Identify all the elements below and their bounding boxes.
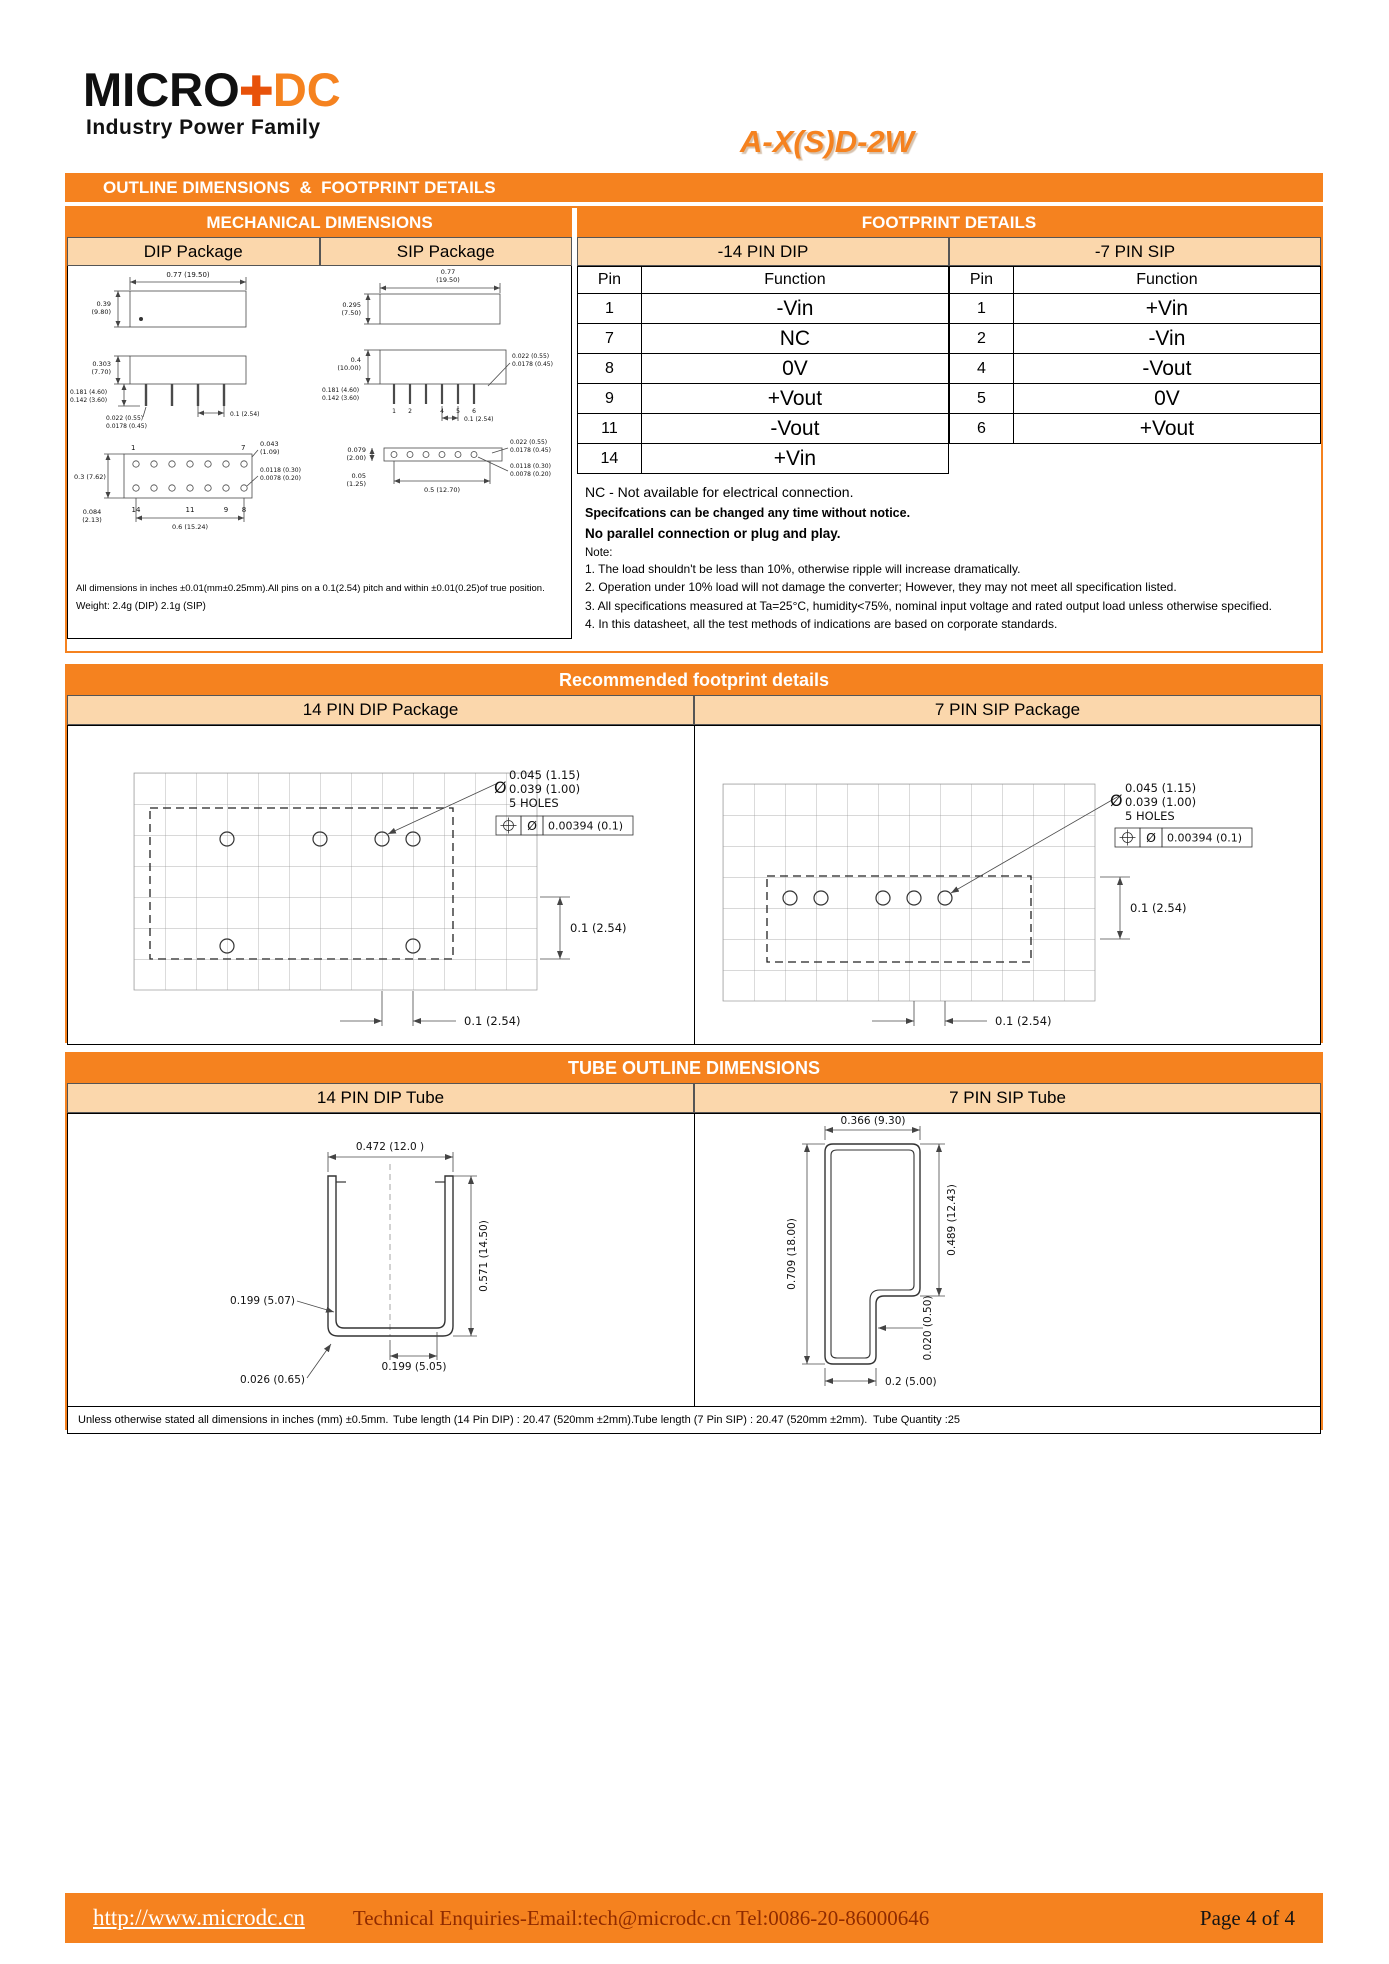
pin-cell: 7 xyxy=(578,324,642,354)
tube-bottom-width-dim xyxy=(825,1368,937,1388)
mechanical-dimensions-panel xyxy=(67,208,572,651)
tube-height-dim xyxy=(786,1144,825,1364)
sip-footprint-drawing xyxy=(695,726,1320,1039)
table-row xyxy=(578,324,949,354)
dim-label: 0.472 (12.0 ) xyxy=(355,1141,425,1153)
diameter-symbol: Ø xyxy=(494,778,507,797)
pin-cell: 1 xyxy=(950,294,1014,324)
brand-logo-micro: MICRO xyxy=(83,63,240,116)
table-row xyxy=(950,384,1321,414)
dim-label: 0.1 (2.54) xyxy=(995,1014,1052,1028)
dim-label: 0.045 (1.15) xyxy=(1125,781,1197,795)
mechanical-drawing-box xyxy=(67,266,572,639)
dim-label: 5 HOLES xyxy=(1125,809,1175,823)
dim-label: 0.0078 (0.20) xyxy=(510,471,551,478)
dim-label: 5 HOLES xyxy=(509,796,559,810)
function-cell: -Vout xyxy=(1013,354,1320,384)
dim-label: (19.50) xyxy=(436,276,460,284)
table-row xyxy=(578,414,949,444)
table-header-row xyxy=(950,267,1321,294)
diameter-symbol: Ø xyxy=(1146,830,1156,845)
spec-change-note: Specifcations can be changed any time without notice. xyxy=(585,506,911,520)
note-item: 2. Operation under 10% load will not damage the converter; However, they may not meet all specification listed. xyxy=(585,580,1177,595)
tube-length-dip-note: Tube length (14 Pin DIP) : 20.47 (520mm ±2mm). xyxy=(393,1414,635,1426)
pin-cell: 6 xyxy=(950,414,1014,444)
dim-label: 0.295 xyxy=(342,301,361,309)
sip-drawings xyxy=(322,268,553,494)
dim-label: 0.571 (14.50) xyxy=(478,1220,490,1292)
dim-label: 0.77 xyxy=(440,268,456,276)
dim-label: 0.022 (0.55) xyxy=(510,439,548,446)
tube-width-dim xyxy=(328,1141,453,1172)
pin-cell: 5 xyxy=(950,384,1014,414)
section1-banner: OUTLINE DIMENSIONS & FOOTPRINT DETAILS xyxy=(65,173,1323,202)
dim-label: 0.6 (15.24) xyxy=(171,523,209,531)
product-title: A-X(S)D-2W xyxy=(740,124,914,159)
tube-outline-banner: TUBE OUTLINE DIMENSIONS xyxy=(67,1054,1321,1083)
mechanical-dimensions-title: MECHANICAL DIMENSIONS xyxy=(67,208,572,237)
dip-tube-box xyxy=(68,1114,694,1406)
no-parallel-note: No parallel connection or plug and play. xyxy=(585,526,841,541)
sip-tube-box xyxy=(694,1114,1320,1406)
pin-cell: 1 xyxy=(578,294,642,324)
dim-label: 0.022 (0.55) xyxy=(106,415,144,422)
pin-number: 7 xyxy=(241,444,246,452)
dim-label: 0.142 (3.60) xyxy=(70,397,108,404)
table-row xyxy=(950,324,1321,354)
tube-height-dim xyxy=(453,1176,490,1336)
tolerance-value: 0.00394 (0.1) xyxy=(548,819,624,833)
brand-logo-dc: DC xyxy=(272,63,341,116)
dip-footprint-header: 14 PIN DIP Package xyxy=(67,695,694,725)
nc-note: NC - Not available for electrical connection. xyxy=(585,484,854,500)
diameter-symbol: Ø xyxy=(1110,791,1123,810)
pin-cell: 4 xyxy=(950,354,1014,384)
dip-pin-header: -14 PIN DIP xyxy=(577,237,949,266)
dim-label: 0.5 (12.70) xyxy=(423,486,461,494)
table-row xyxy=(578,444,949,474)
dip-top-view xyxy=(91,271,246,327)
dip-tube-header: 14 PIN DIP Tube xyxy=(67,1083,694,1113)
sip-tube-drawing xyxy=(695,1114,1320,1401)
logo-plus-icon: ✚ xyxy=(238,68,274,115)
table-header-row xyxy=(578,267,949,294)
dim-label: 0.3 (7.62) xyxy=(74,473,106,481)
tube-wall-thickness-dim xyxy=(878,1296,934,1361)
dim-label: 0.142 (3.60) xyxy=(322,395,360,402)
dim-label: 0.489 (12.43) xyxy=(946,1184,958,1256)
function-cell: 0V xyxy=(641,354,948,384)
pin-cell: 2 xyxy=(950,324,1014,354)
dim-label: 0.1 (2.54) xyxy=(464,416,494,423)
pin-cell: 9 xyxy=(578,384,642,414)
dim-label: 0.1 (2.54) xyxy=(570,921,627,935)
pin-cell: 8 xyxy=(578,354,642,384)
dim-label: 0.39 xyxy=(96,300,111,308)
note-item: 4. In this datasheet, all the test methods of indications are based on corporate standards. xyxy=(585,617,1058,632)
sip-pin-table xyxy=(949,266,1321,444)
function-cell: +Vout xyxy=(1013,414,1320,444)
tube-footnotes xyxy=(67,1407,1321,1434)
dim-label: (7.70) xyxy=(91,368,111,376)
pin-number: 2 xyxy=(408,408,412,415)
sip-footprint-box xyxy=(694,726,1320,1044)
dim-label: 0.0178 (0.45) xyxy=(106,423,147,430)
footprint-notes xyxy=(577,474,1321,635)
function-cell: 0V xyxy=(1013,384,1320,414)
table-row xyxy=(578,294,949,324)
dim-label: 0.303 xyxy=(92,360,111,368)
dim-label: 0.022 (0.55) xyxy=(512,353,550,360)
dim-label: (9.80) xyxy=(91,308,111,316)
dim-label: 0.043 xyxy=(260,440,279,448)
pin-col-header: Pin xyxy=(578,267,642,294)
dim-label: 0.039 (1.00) xyxy=(1125,795,1197,809)
dim-label: 0.366 (9.30) xyxy=(840,1115,906,1127)
footer-contact: Technical Enquiries-Email:tech@microdc.cn Tel:0086-20-86000646 xyxy=(352,1905,930,1930)
dim-label: 0.4 xyxy=(350,356,361,364)
tube-upper-height-dim xyxy=(920,1144,958,1296)
pin1-dot xyxy=(139,317,143,321)
dim-label: 0.0178 (0.45) xyxy=(510,447,551,454)
table-row xyxy=(578,354,949,384)
tube-outline-section xyxy=(65,1052,1323,1430)
weight-note: Weight: 2.4g (DIP) 2.1g (SIP) xyxy=(76,601,206,612)
pin-cell: 14 xyxy=(578,444,642,474)
table-row xyxy=(950,294,1321,324)
dim-label: (2.13) xyxy=(82,516,102,524)
dim-label: 0.0118 (0.30) xyxy=(260,467,301,474)
sip-tube-header: 7 PIN SIP Tube xyxy=(694,1083,1321,1113)
recommended-footprint-banner: Recommended footprint details xyxy=(67,666,1321,695)
dip-front-view xyxy=(70,356,260,430)
vertical-pitch-dim xyxy=(540,897,627,959)
sip-footprint-header: 7 PIN SIP Package xyxy=(694,695,1321,725)
hole-size-callout xyxy=(1110,781,1196,823)
note-item: 3. All specifications measured at Ta=25°C, humidity<75%, nominal input voltage and rated output load unless otherwise specified. xyxy=(585,598,1272,613)
dim-label: 0.079 xyxy=(347,446,366,454)
tube-length-sip-note: Tube length (7 Pin SIP) : 20.47 (520mm ±2mm). xyxy=(633,1414,868,1426)
mechanical-drawings xyxy=(68,266,571,566)
pin-number: 4 xyxy=(440,408,444,415)
tube-wall-thickness-dim xyxy=(240,1344,331,1386)
dim-label: (1.25) xyxy=(346,480,366,488)
dip-tube-drawing xyxy=(68,1114,693,1401)
tube-dim-note: Unless otherwise stated all dimensions in inches (mm) ±0.5mm. xyxy=(78,1414,389,1426)
pin-number: 5 xyxy=(456,408,460,415)
brand-tagline: Industry Power Family xyxy=(86,116,321,139)
dim-label: 0.709 (18.00) xyxy=(786,1218,798,1290)
dim-label: 0.0118 (0.30) xyxy=(510,463,551,470)
dim-label: 0.0078 (0.20) xyxy=(260,475,301,482)
dip-footprint-box xyxy=(68,726,694,1044)
tube-profile xyxy=(328,1176,453,1336)
function-col-header: Function xyxy=(1013,267,1320,294)
pin-col-header: Pin xyxy=(950,267,1014,294)
vertical-pitch-dim xyxy=(1100,877,1187,939)
brand-logo xyxy=(83,62,341,117)
tube-profile-outer xyxy=(825,1144,920,1364)
dim-label: 0.1 (2.54) xyxy=(1130,901,1187,915)
dim-label: 0.199 (5.05) xyxy=(381,1361,447,1373)
table-row xyxy=(950,354,1321,384)
tube-inner-bottom-dim xyxy=(382,1332,447,1373)
horizontal-pitch-dim xyxy=(340,991,521,1028)
dim-label: 0.77 (19.50) xyxy=(166,271,210,279)
mechanical-notes xyxy=(76,583,565,612)
pin-number: 11 xyxy=(185,506,195,514)
footprint-details-panel xyxy=(577,208,1321,651)
table-row xyxy=(578,384,949,414)
pin-function-tables xyxy=(577,266,1321,474)
dim-label: 0.084 xyxy=(82,508,102,516)
dim-label: 0.199 (5.07) xyxy=(230,1295,295,1307)
sip-package-header: SIP Package xyxy=(320,237,573,266)
website-link[interactable]: http://www.microdc.cn xyxy=(93,1905,305,1930)
dip-pin-table xyxy=(577,266,949,474)
dip-footprint-drawing xyxy=(68,726,693,1039)
pin-number: 9 xyxy=(223,506,229,514)
tube-inner-side-dim xyxy=(230,1295,334,1312)
tube-width-dim xyxy=(825,1115,920,1140)
dim-label: 0.045 (1.15) xyxy=(509,768,581,782)
function-cell: -Vin xyxy=(641,294,948,324)
note-label: Note: xyxy=(585,547,613,559)
pin-number: 6 xyxy=(472,408,476,415)
function-cell: +Vout xyxy=(641,384,948,414)
dim-label: 0.05 xyxy=(351,472,366,480)
function-cell: +Vin xyxy=(641,444,948,474)
dim-label: 0.181 (4.60) xyxy=(70,389,108,396)
dim-label: (10.00) xyxy=(337,364,361,372)
pin-number: 8 xyxy=(241,506,247,514)
horizontal-pitch-dim xyxy=(872,1001,1052,1028)
footprint-details-title: FOOTPRINT DETAILS xyxy=(577,208,1321,237)
outline-footprint-block xyxy=(65,206,1323,653)
dim-label: (1.09) xyxy=(260,448,280,456)
recommended-footprint-section xyxy=(65,664,1323,1043)
note-item: 1. The load shouldn't be less than 10%, otherwise ripple will increase dramatically. xyxy=(585,562,1021,576)
table-row xyxy=(950,414,1321,444)
page-footer xyxy=(65,1893,1323,1943)
position-tolerance-frame xyxy=(1115,828,1252,847)
function-cell: -Vout xyxy=(641,414,948,444)
dim-label: (7.50) xyxy=(341,309,361,317)
diameter-symbol: Ø xyxy=(527,818,537,833)
tube-profile-inner xyxy=(831,1150,914,1358)
dim-label: 0.2 (5.00) xyxy=(885,1376,937,1388)
footer-page-number: Page 4 of 4 xyxy=(1199,1905,1295,1930)
tolerance-value: 0.00394 (0.1) xyxy=(1167,831,1243,845)
pin-number: 1 xyxy=(392,408,396,415)
dim-label: 0.181 (4.60) xyxy=(322,387,360,394)
dim-label: (2.00) xyxy=(346,454,366,462)
dip-bottom-view xyxy=(74,440,301,531)
pin-cell: 11 xyxy=(578,414,642,444)
pin-number: 1 xyxy=(131,444,136,452)
dimension-tolerance-note: All dimensions in inches ±0.01(mm±0.25mm).All pins on a 0.1(2.54) pitch and within ±0.01(0.25)of true position. xyxy=(76,583,545,594)
function-col-header: Function xyxy=(641,267,948,294)
dim-label: 0.1 (2.54) xyxy=(464,1014,521,1028)
function-cell: NC xyxy=(641,324,948,354)
dim-label: 0.026 (0.65) xyxy=(240,1374,305,1386)
dim-label: 0.1 (2.54) xyxy=(230,411,260,418)
tube-quantity-note: Tube Quantity :25 xyxy=(873,1414,961,1426)
dip-package-header: DIP Package xyxy=(67,237,320,266)
sip-pin-header: -7 PIN SIP xyxy=(949,237,1321,266)
dim-label: 0.020 (0.50) xyxy=(922,1295,934,1361)
pin-number: 14 xyxy=(131,506,141,514)
function-cell: +Vin xyxy=(1013,294,1320,324)
dim-label: 0.039 (1.00) xyxy=(509,782,581,796)
footprint-grid xyxy=(134,773,537,990)
function-cell: -Vin xyxy=(1013,324,1320,354)
dim-label: 0.0178 (0.45) xyxy=(512,361,553,368)
